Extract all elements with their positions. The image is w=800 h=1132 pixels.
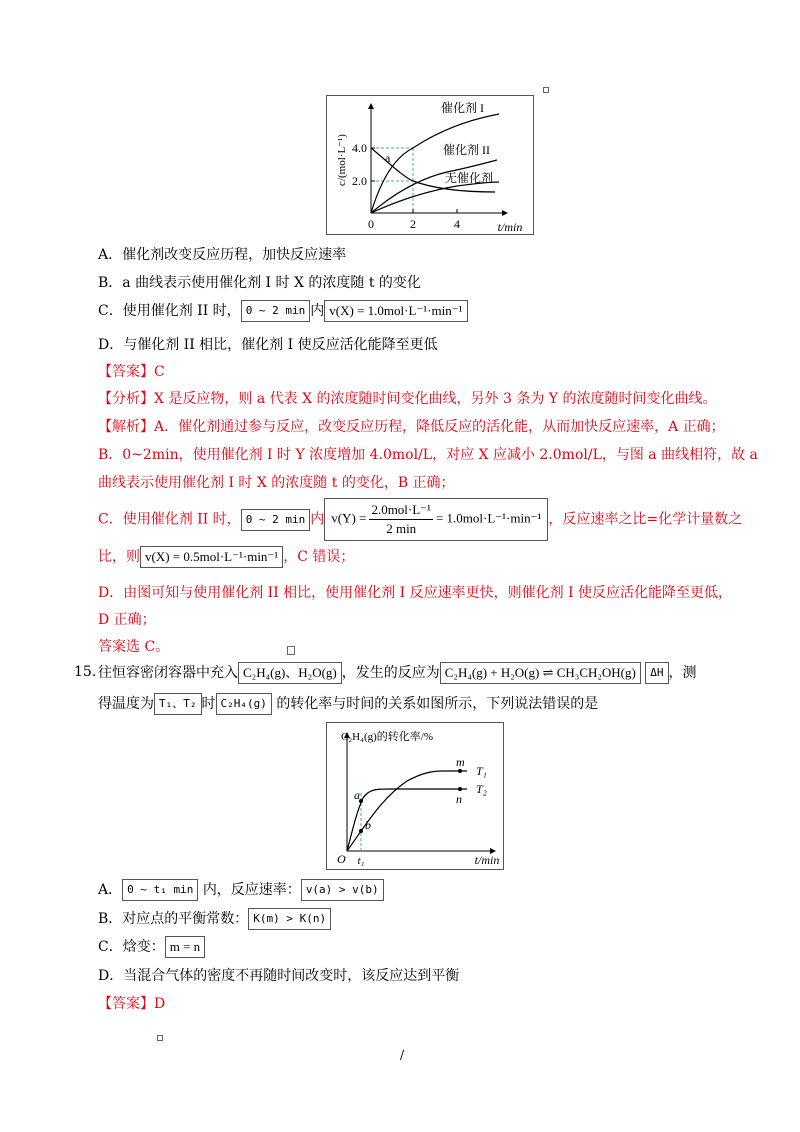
q14-option-d: D．与催化剂 II 相比，催化剂 I 使反应活化能降至更低 [98, 337, 438, 353]
formula-box: C₂H₄(g)、H₂O(g) [238, 662, 342, 684]
label-a: a [385, 151, 391, 165]
label-catalyst-1: 催化剂 I [441, 101, 484, 115]
formula-box: v(X) = 0.5mol·L⁻¹·min⁻¹ [140, 546, 283, 568]
formula-box: 0 ~ 2 min [241, 300, 311, 322]
ytick-2: 2.0 [352, 174, 367, 188]
label-b: b [365, 818, 371, 832]
q15-option-a: A． 0 ~ t₁ min 内，反应速率： v(a) > v(b) [98, 879, 384, 901]
label-a: a [354, 788, 360, 802]
x-axis-label: t/min [497, 220, 523, 234]
q15-stem-line-2: 得温度为 T₁、T₂ 时 C₂H₄(g) 的转化率与时间的关系如图所示，下列说法错误的是 [98, 693, 598, 715]
xtick-4: 4 [454, 217, 460, 231]
formula-box: v(Y) = $\frac{\text{2.0mol·L⁻¹}}{2 \min}$ = 1.0mol·L⁻¹·min⁻¹ [324, 498, 548, 541]
formula-box: T₁、T₂ [154, 693, 202, 715]
concentration-chart [326, 95, 534, 235]
q14-option-c: C．使用催化剂 II 时， 0 ~ 2 min 内 v(X) = 1.0mol·L⁻¹·min⁻¹ [98, 300, 468, 322]
formula-box: v(a) > v(b) [301, 879, 384, 901]
q14-explanation-2: B．0~2min，使用催化剂 I 时 Y 浓度增加 4.0mol/L，对应 X 应减小 2.0mol/L，与图 a 曲线相符，故 a [98, 447, 758, 463]
q14-answer: 【答案】C [98, 364, 165, 380]
page-footer: / [400, 1048, 405, 1062]
point-m [458, 769, 462, 773]
q14-explanation-5: 比，则 v(X) = 0.5mol·L⁻¹·min⁻¹ ，C 错误； [98, 546, 354, 568]
q15-option-c: C．焓变： m = n [98, 936, 205, 958]
xtick-2: 2 [410, 217, 416, 231]
origin-label: O [337, 852, 346, 866]
formula-box: 0 ~ 2 min [241, 509, 311, 531]
label-catalyst-2: 催化剂 II [443, 143, 490, 157]
q14-explanation-3: 曲线表示使用催化剂 I 时 X 的浓度随 t 的变化，B 正确； [98, 475, 455, 491]
y-axis-label: c/(mol·L⁻¹) [336, 134, 348, 186]
point-b [359, 829, 363, 833]
formula-box: C₂H₄(g) + H₂O(g) ⇌ CH₃CH₂OH(g) [440, 662, 641, 684]
q14-explanation-7: D 正确； [98, 612, 156, 628]
q14-option-b: B．a 曲线表示使用催化剂 I 时 X 的浓度随 t 的变化 [98, 275, 421, 291]
q15-answer: 【答案】D [98, 996, 166, 1012]
formula-box: K(m) > K(n) [248, 908, 331, 930]
ytick-4: 4.0 [352, 141, 367, 155]
label-T2: T₂ [476, 782, 487, 796]
q15-option-b: B．对应点的平衡常数： K(m) > K(n) [98, 908, 331, 930]
label-no-catalyst: 无催化剂 [445, 171, 494, 185]
label-T1: T₁ [476, 764, 487, 778]
formula-box: 0 ~ t₁ min [122, 879, 198, 901]
point-n [458, 787, 462, 791]
chart-title: C₂H₄(g)的转化率/% [341, 731, 433, 743]
t1-label: t₁ [357, 855, 365, 867]
formula-box: m = n [165, 936, 205, 958]
x-axis-label: t/min [474, 853, 500, 867]
q15-stem-line-1: 往恒容密闭容器中充入 C₂H₄(g)、H₂O(g) ，发生的反应为 C₂H₄(g) + H₂O(g) ⇌ CH₃CH₂OH(g) ΔH ，测 [98, 662, 697, 684]
formula-box: ΔH [645, 662, 668, 684]
conversion-chart [326, 722, 504, 870]
marker-square [287, 646, 295, 655]
q15-option-d: D．当混合气体的密度不再随时间改变时，该反应达到平衡 [98, 968, 460, 984]
q14-final-answer: 答案选 C。 [98, 639, 170, 655]
origin-label: 0 [368, 217, 374, 231]
formula-box: v(X) = 1.0mol·L⁻¹·min⁻¹ [324, 300, 467, 322]
q15-number: 15. [74, 664, 97, 680]
q14-explanation-6: D．由图可知与使用催化剂 II 相比，使用催化剂 I 反应速率更快，则催化剂 I 使反应活化能降至更低， [98, 585, 733, 601]
curve-T1 [347, 771, 467, 851]
marker-square [157, 1035, 163, 1041]
marker-square [543, 87, 549, 93]
label-n: n [456, 792, 462, 806]
q14-explanation-4: C．使用催化剂 II 时， 0 ~ 2 min 内 v(Y) = $\frac{\text{2.0mol·L⁻¹}}{2 \min}$ = 1.0mol·L⁻¹·min⁻¹ ，反应速率之比=化学计量数之 [98, 498, 742, 541]
q14-explanation-1: 【解析】A．催化剂通过参与反应，改变反应历程，降低反应的活化能，从而加快反应速率，A 正确； [98, 419, 725, 435]
q14-analysis: 【分析】X 是反应物，则 a 代表 X 的浓度随时间变化曲线，另外 3 条为 Y 的浓度随时间变化曲线。 [98, 391, 717, 407]
q14-option-a: A．催化剂改变反应历程，加快反应速率 [98, 247, 347, 263]
label-m: m [456, 755, 465, 769]
formula-box: C₂H₄(g) [216, 693, 272, 715]
